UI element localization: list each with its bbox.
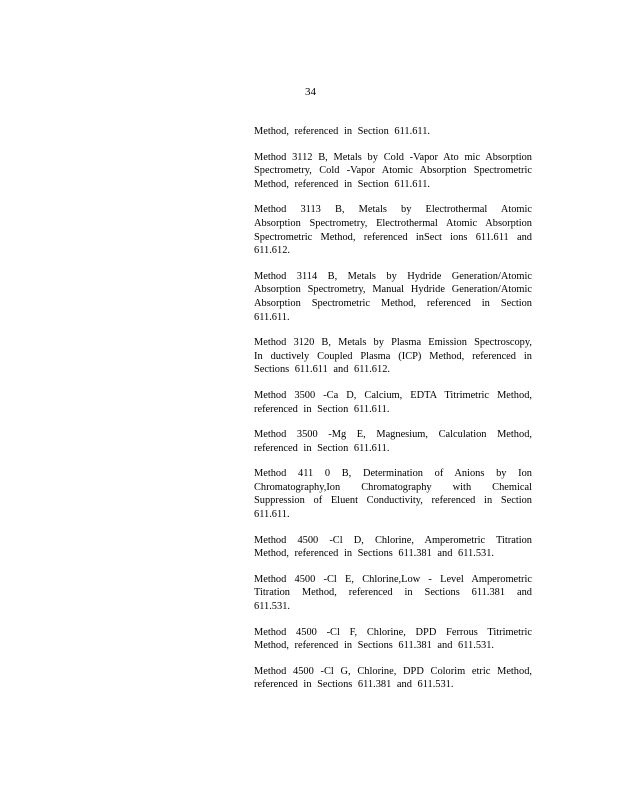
method-reference-list — [254, 125, 532, 704]
method-entry: Method 3500 -Ca D, Calcium, EDTA Titrimetric Method, referenced in Section 611.611. — [254, 389, 532, 415]
method-entry: Method 411 0 B, Determination of Anions by Ion Chromatography,Ion Chromatography with Chemical Suppression of Eluent Conductivity, referenced in Section 611.611. — [254, 468, 532, 521]
method-entry: Method 3500 -Mg E, Magnesium, Calculation Method, referenced in Section 611.611. — [254, 429, 532, 454]
method-entry: Method 3114 B, Metals by Hydride Generation/Atomic Absorption Spectrometry, Manual Hydride Generation/Atomic Absorption Spectrometric Method, referenced in Section 611.611. — [254, 270, 532, 323]
method-entry: Method 4500 -Cl D, Chlorine, Amperometric Titration Method, referenced in Sections 611.381 and 611.531. — [254, 534, 532, 560]
page-number: 34 — [305, 86, 316, 98]
method-entry: Method 4500 -Cl G, Chlorine, DPD Colorim etric Method, referenced in Sections 611.381 and 611.531. — [254, 665, 532, 691]
method-entry: Method 3112 B, Metals by Cold -Vapor Ato mic Absorption Spectrometry, Cold -Vapor Atomic Absorption Spectrometric Method, referenced in Section 611.611. — [254, 151, 532, 190]
method-entry: Method 3120 B, Metals by Plasma Emission Spectroscopy, In ductively Coupled Plasma (ICP) Method, referenced in Sections 611.611 and 611.612. — [254, 337, 532, 376]
method-entry: Method 4500 -Cl F, Chlorine, DPD Ferrous Titrimetric Method, referenced in Sections 611.381 and 611.531. — [254, 626, 532, 652]
method-entry: Method 4500 -Cl E, Chlorine,Low - Level Amperometric Titration Method, referenced in Sections 611.381 and 611.531. — [254, 573, 532, 613]
method-entry: Method 3113 B, Metals by Electrothermal Atomic Absorption Spectrometry, Electrothermal Atomic Absorption Spectrometric Method, referenced inSect ions 611.611 and 611.612. — [254, 204, 532, 257]
method-entry: Method, referenced in Section 611.611. — [254, 126, 430, 137]
